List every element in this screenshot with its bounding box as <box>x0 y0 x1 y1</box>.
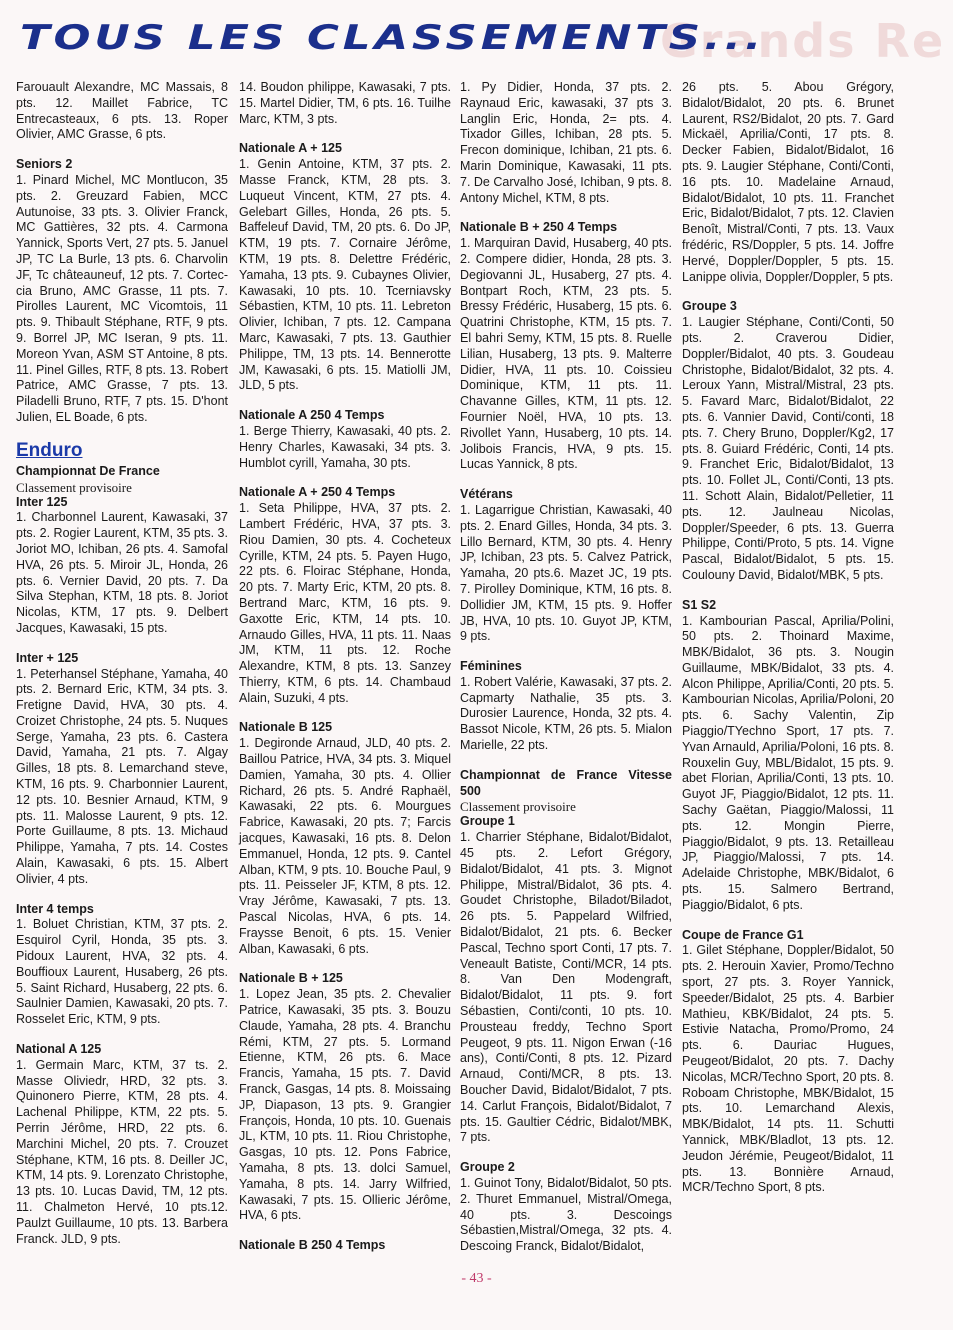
section-heading: Féminines <box>460 659 522 674</box>
section-subtitle: Classement provisoire <box>16 479 132 495</box>
section-heading: Groupe 3 <box>682 299 737 314</box>
ranking-paragraph: 1. Peterhansel Stéphane, Yamaha, 40 pts. 2. Bernard Eric, KTM, 34 pts. 3. Fretigne David, HVA, 30 pts. 4. Croizet Christophe, 24 pts. 5. Nuques Serge, Yamaha, 23 pts. 6. Castera David, Yamaha, 21 pts. 7. Algay Gilles, 18 pts. 8. Lemarchand steve, KTM, 16 pts. 9. Charbonnier Laurent, 12 pts. 10. Besnier Arnaud, KTM, 9 pts. 11. Malosse Laurent, 9 pts. 12. Porte Guillaume, 8 pts. 13. Michaud Philippe, Yamaha, 7 pts. 14. Costes Alain, Kawasaki, 6 pts. 15. Albert Olivier, 4 pts. <box>16 666 228 886</box>
ranking-paragraph: 1. Charrier Stéphane, Bidalot/Bidalot, 45 pts. 2. Lefort Grégory, Bidalot/Bidalot, 41 pts. 3. Mignot Philippe, Mistral/Bidalot, 36 pts. 4. Goudet Christophe, Biladot/Biladot, 26 pts. 5. Pappelard Wilfried, Bidalot/Bidalot, 21 pts. 6. Becker Pascal, Techno sport Conti, 17 pts. 7. Veneault Batiste, Conti/MCR, 14 pts. 8. Van Den Modengraft, Bidalot/Bidalot, 11 pts. 9. fort Sébastien, Conti/conti, 10 pts. 10. Prousteau freddy, Techno Sport Peugeot, 9 pts. 11. Nigon Erwan (-16 ans), Conti/Conti, 8 pts. 12. Pizard Arnaud, Conti/MCR, 8 pts. 13. Boucher David, Bidalot/Bidalot, 7 pts. 14. Carlut François, Bidalot/Bidalot, 7 pts. 15. Gaultier Cédric, Bidalot/MBK, 7 pts. <box>460 830 672 1145</box>
section-heading: Groupe 1 <box>460 814 515 829</box>
ranking-paragraph: 1. Py Didier, Honda, 37 pts. 2. Raynaud Eric, kawasaki, 37 pts 3. Langlin Eric, Honda, 2= pts. 4. Tixador Gilles, Ichiban, 28 pts. 5. Frecon dominique, Ichiban, 21 pts. 6. Marin Dominique, Kawasaki, 11 pts. 7. De Carvalho José, Ichiban, 9 pts. 8. Antony Michel, KTM, 8 pts. <box>460 80 672 205</box>
ranking-paragraph: 1. Seta Philippe, HVA, 37 pts. 2. Lambert Frédéric, HVA, 37 pts. 3. Riou Damien, 30 pts. 4. Cocheteux Cyrille, KTM, 24 pts. 5. Payen Hugo, 22 pts. 6. Floirac Stéphane, Honda, 20 pts. 7. Marty Eric, KTM, 20 pts. 8. Bertrand Marc, KTM, 16 pts. 9. Gaxotte Eric, KTM, 14 pts. 10. Arnaudo Gilles, HVA, 11 pts. 11. Naas JM, KTM, 11 pts. 12. Roche Alexandre, KTM, 8 pts. 13. Sanzey Thierry, KTM, 6 pts. 14. Chambaud Alain, Suzuki, 4 pts. <box>239 501 451 705</box>
section-heading: Championnat De France <box>16 463 160 478</box>
column-3 <box>460 80 672 1269</box>
section-subtitle: Classement provisoire <box>460 799 576 815</box>
section-heading: S1 S2 <box>682 597 717 612</box>
ranking-paragraph: 1. Kambourian Pascal, Aprilia/Polini, 50 pts. 2. Thoinard Maxime, MBK/Bidalot, 36 pts. 3. Nougin Guillaume, MBK/Bidalot, 33 pts. 4. Alcon Philippe, Aprilia/Conti, 20 pts. 5. Kambourian Nicolas, Aprilia/Poloni, 20 pts. 6. Sachy Valentin, Zip Piaggio/TYechno Sport, 17 pts. 7. Yvan Arnauld, Aprilia/Poloni, 16 pts. 8. Rouxelin Guy, MBL/Bidalot, 15 pts. 9. abet Florian, Aprilia/Conti, 13 pts. 10. Guyot JF, Piaggio/Bidalot, 12 pts. 11. Sachy Gaëtan, Piaggio/Malossi, 11 pts. 12. Mongin Pierre, Piaggio/Bidalot, 9 pts. 13. Retailleau JP, Piaggio/Malossi, 7 pts. 14. Adelaide Christophe, MBK/Bidalot, 6 pts. 15. Salmero Bertrand, Piaggio/Bidalot, 6 pts. <box>682 613 894 912</box>
ranking-paragraph: 1. Laugier Stéphane, Conti/Conti, 50 pts. 2. Craverou Didier, Doppler/Bidalot, 40 pts. 3. Goudeau Christophe, Bidalot/Bidalot, 32 pts. 4. Leroux Yann, Mistral/Mistral, 23 pts. 5. Favard Marc, Bidalot/Bidalot, 22 pts. 6. Vannier David, Conti/conti, 18 pts. 7. Chery Bruno, Doppler/Kg2, 17 pts. 8. Guiard Frédéric, Conti, 14 pts. 9. Franchet Eric, Bidalot/Bidalot, 13 pts. 10. Follet JL, Conti/Conti, 13 pts. 11. Schott Alain, Bidalot/Pelletier, 11 pts. 12. Jaulneau Nicolas, Doppler/Speeder, 6 pts. 13. Guerra Philippe, Conti/Proto, 5 pts. 14. Vigne Pascal, Bidalot/Bidalot, 5 pts. 15. Coulouny David, Bidalot/MBK, 5 pts. <box>682 315 894 582</box>
section-heading: Nationale A 250 4 Temps <box>239 408 385 423</box>
section-heading: Groupe 2 <box>460 1160 515 1175</box>
ranking-paragraph: 26 pts. 5. Abou Grégory, Bidalot/Bidalot, 20 pts. 6. Brunet Laurent, RS2/Bidalot, 20 pts. 7. Gard Mickaël, Aprilia/Conti, 17 pts. 8. Decker Fabien, Bidalot/Bidalot, 16 pts. 9. Laugier Stéphane, Conti/Conti, 16 pts. 10. Madelaine Arnaud, Bidalot/Bidalot, 10 pts. 11. Franchet Eric, Bidalot/Bidalot, 7 pts. 12. Clavien Benoît, Mistral/Conti, 7 pts. 13. Vaux frédéric, RS/Doppler, 5 pts. 14. Joffre Hervé, Doppler/Doppler, 5 pts. 15. Lanippe olivia, Doppler/Doppler, 5 pts. <box>682 80 894 284</box>
ranking-paragraph: 1. Marquiran David, Husaberg, 40 pts. 2. Compere didier, Honda, 28 pts. 3. Degiovanni JL, Husaberg, 27 pts. 4. Bontpart Roch, KTM, 23 pts. 5. Bressy Frédéric, Husaberg, 15 pts. 6. Quatrini Christophe, KTM, 15 pts. 7. El bahri Semy, KTM, 15 pts. 8. Ruelle Lilian, Husaberg, 13 pts. 9. Malterre Didier, HVA, 11 pts. 10. Coissieu Dominique, KTM, 11 pts. 11. Chavanne Gilles, KTM, 11 pts. 12. Fournier Noël, HVA, 10 pts. 13. Rivollet Yann, Husaberg, 10 pts. 14. Jolibois Francis, HVA, 9 pts. 15. Lucas Yannick, 8 pts. <box>460 236 672 472</box>
section-heading: Inter 4 temps <box>16 901 94 916</box>
section-heading: National A 125 <box>16 1042 102 1057</box>
column-2 <box>239 80 451 1254</box>
ranking-paragraph: 1. Lopez Jean, 35 pts. 2. Chevalier Patrice, Kawasaki, 35 pts. 3. Bouzu Claude, Yamaha, 28 pts. 4. Branchu Rémi, KTM, 27 pts. 5. Lormand Etienne, KTM, 26 pts. 6. Mace Francis, Yamaha, 15 pts. 7. David Franck, Gasgas, 14 pts. 8. Moissaing JP, Diapason, 13 pts. 9. Grangier François, Honda, 10 pts. 10. Guenais JL, KTM, 10 pts. 11. Riou Christophe, Gasgas, 10 pts. 12. Pons Fabrice, Yamaha, 8 pts. 13. dolci Samuel, Yamaha, 8 pts. 14. Jarry Wilfried, Kawasaki, 7 pts. 15. Ollieric Jérôme, HVA, 6 pts. <box>239 987 451 1223</box>
ranking-paragraph: 1. Boluet Christian, KTM, 37 pts. 2. Esquirol Cyril, Honda, 35 pts. 3. Pidoux Laurent, HVA, 32 pts. 4. Bouffioux Laurent, Husaberg, 26 pts. 5. Saint Richard, Husaberg, 22 pts. 6. Saulnier Damien, Kawasaki, 20 pts. 7. Rosselet Eric, KTM, 9 pts. <box>16 917 228 1027</box>
ranking-paragraph: 1. Lagarrigue Christian, Kawasaki, 40 pts. 2. Enard Gilles, Honda, 34 pts. 3. Lillo Bernard, KTM, 30 pts. 4. Henry JP, Ichiban, 23 pts. 5. Calvez Patrick, Yamaha, 20 pts.6. Mazet JC, 19 pts. 7. Pirolley Dominique, KTM, 16 pts. 8. Dollidier JM, KTM, 15 pts. 9. Hoffer JB, HVA, 10 pts. 10. Guyot JP, KTM, 9 pts. <box>460 502 672 644</box>
page-number: - 43 - <box>461 1271 492 1286</box>
ranking-paragraph: 1. Degironde Arnaud, JLD, 40 pts. 2. Baillou Patrice, HVA, 34 pts. 3. Miquel Damien, Yamaha, 30 pts. 4. Ollier Richard, 26 pts. 5. André Raphaël, Kawasaki, 22 pts. 6. Mourgues Fabrice, Kawasaki, 20 pts. 7; Farcis jacques, Kawasaki, 16 pts. 8. Delon Emmanuel, Honda, 12 pts. 9. Cantel Alban, KTM, 9 pts. 10. Bouche Paul, 9 pts. 11. Peisseler JF, KTM, 8 pts. 12. Vray Jérôme, Kawasaki, 7 pts. 13. Pascal Nicolas, HVA, 6 pts. 14. Fraysse Benoit, 6 pts. 15. Venier Alban, Kawasaki, 6 pts. <box>239 736 451 956</box>
section-heading: Nationale A + 125 <box>239 141 342 156</box>
column-1 <box>16 80 228 1261</box>
category-title: Enduro <box>16 439 83 461</box>
page-title: TOUS LES CLASSEMENTS... <box>20 18 766 58</box>
section-heading: Vétérans <box>460 487 513 502</box>
section-heading: Seniors 2 <box>16 157 73 172</box>
section-heading: Nationale B + 125 <box>239 971 343 986</box>
section-heading: Nationale A + 250 4 Temps <box>239 485 396 500</box>
ranking-paragraph: 1. Robert Valérie, Kawasaki, 37 pts. 2. Capmarty Nathalie, 35 pts. 3. Durosier Laurence, Honda, 32 pts. 4. Bassot Nicole, KTM, 26 pts. 5. Mialon Marielle, 22 pts. <box>460 674 672 753</box>
section-heading: Nationale B 125 <box>239 720 333 735</box>
ranking-paragraph: 1. Berge Thierry, Kawasaki, 40 pts. 2. Henry Charles, Kawasaki, 34 pts. 3. Humblot cyrill, Yamaha, 30 pts. <box>239 423 451 470</box>
section-heading: Inter 125 <box>16 494 68 509</box>
background-ghost-title: Grands Re <box>660 14 946 68</box>
ranking-paragraph: 1. Gilet Stéphane, Doppler/Bidalot, 50 pts. 2. Herouin Xavier, Promo/Techno sport, 27 pts. 3. Royer Yannick, Speeder/Bidalot, 25 pts. 4. Barbier Mathieu, KBK/Bidalot, 24 pts. 5. Estivie Natacha, Promo/Promo, 24 pts. 6. Dauriac Hugues, Peugeot/Bidalot, 20 pts. 7. Dachy Nicolas, MCR/Techno Sport, 20 pts. 8. Roboam Christophe, MBK/Bidalot, 15 pts. 10. Lemarchand Alexis, MBK/Bidalot, 14 pts. 11. Schutti Yannick, MBK/Bladlot, 13 pts. 12. Jeudon Jérémie, Peugeot/Bidalot, 11 pts. 13. Bonnière Arnaud, MCR/Techno Sport, 8 pts. <box>682 943 894 1195</box>
ranking-paragraph: 1. Charbonnel Laurent, Kawasaki, 37 pts. 2. Rogier Laurent, KTM, 35 pts. 3. Joriot MO, Ichiban, 26 pts. 4. Samofal HVA, 26 pts. 5. Miroir JL, Honda, 26 pts. 6. Vernier David, 20 pts. 7. Da Silva Stephan, KTM, 18 pts. 8. Joriot Nicolas, KTM, 17 pts. 9. Delbert Jacques, Kawasaki, 15 pts. <box>16 510 228 635</box>
ranking-paragraph: 14. Boudon philippe, Kawasaki, 7 pts. 15. Martel Didier, TM, 6 pts. 16. Tuilhe Marc, KTM, 3 pts. <box>239 80 451 126</box>
ranking-paragraph: 1. Pinard Michel, MC Montlucon, 35 pts. 2. Greuzard Fabien, MCC Autunoise, 33 pts. 3. Olivier Franck, MC Gattières, 32 pts. 4. Carmona Yannick, Sports Vert, 27 pts. 5. Januel JP, TC La Burle, 13 pts. 6. Charvolin JF, Tc châteauneuf, 12 pts. 7. Corteccia Bruno, AMC Grasse, 11 pts. 7. Pirolles Laurent, MC Vicomtois, 11 pts. 9. Thibault Stéphane, RTF, 9 pts. 9. Borrel JP, MC Iseran, 9 pts. 11. Moreon Yvan, ASM ST Antoine, 8 pts. 11. Pinel Gilles, RTF, 8 pts. 13. Robert Patrice, AMC Grasse, 7 pts. 13. Piladelli Bruno, RTF, 7 pts. 15. D'hont Julien, EL Boade, 6 pts. <box>16 172 228 424</box>
section-heading: Championnat de France Vitesse 500 <box>460 767 672 798</box>
section-heading: Inter + 125 <box>16 650 79 665</box>
ranking-paragraph: 1. Genin Antoine, KTM, 37 pts. 2. Masse Franck, KTM, 28 pts. 3. Luqueut Vincent, KTM, 27 pts. 4. Gelebart Gilles, Honda, 26 pts. 5. Baffeleuf David, TM, 20 pts. 6. Do JP, KTM, 19 pts. 7. Cornaire Jérôme, KTM, 19 pts. 8. Delettre Frédéric, Yamaha, 13 pts. 9. Cubaynes Olivier, Kawasaki, 10 pts. 10. Tcerniavsky Sébastien, KTM, 10 pts. 11. Lebreton Olivier, Ichiban, 7 pts. 12. Campana Marc, Kawasaki, 7 pts. 13. Gauthier Philippe, TM, 13 pts. 14. Bennerotte JM, Kawasaki, 6 pts. 15. Matiolli JM, JLD, 5 pts. <box>239 157 451 393</box>
ranking-paragraph: 1. Germain Marc, KTM, 37 ts. 2. Masse Oliviedr, HRD, 32 pts. 3. Quinonero Pierre, KTM, 28 pts. 4. Lachenal Philippe, KTM, 22 pts. 5. Perrin Jérôme, HRD, 22 pts. 6. Marchini Michel, 20 pts. 7. Crouzet Stéphane, KTM, 16 pts. 8. Deiller JC, KTM, 14 pts. 9. Lorenzato Christophe, 13 pts. 10. Lucas David, TM, 12 pts. 11. Chalmeton Hervé, 10 pts.12. Paulzt Guillaume, 10 pts. 13. Barbera Franck. JLD, 9 pts. <box>16 1057 228 1246</box>
section-heading: Nationale B 250 4 Temps <box>239 1238 386 1253</box>
section-heading: Nationale B + 250 4 Temps <box>460 220 618 235</box>
ranking-paragraph: 1. Guinot Tony, Bidalot/Bidalot, 50 pts. 2. Thuret Emmanuel, Mistral/Omega, 40 pts. 3. Descoings Sébastien,Mistral/Omega, 32 pts. 4. Descoing Franck, Bidalot/Bidalot, <box>460 1176 672 1254</box>
column-4 <box>682 80 894 1210</box>
section-heading: Coupe de France G1 <box>682 927 804 942</box>
ranking-paragraph: Farouault Alexandre, MC Massais, 8 pts. 12. Maillet Fabrice, TC Entrecasteaux, 6 pts. 13. Roper Olivier, AMC Grasse, 6 pts. <box>16 80 228 142</box>
